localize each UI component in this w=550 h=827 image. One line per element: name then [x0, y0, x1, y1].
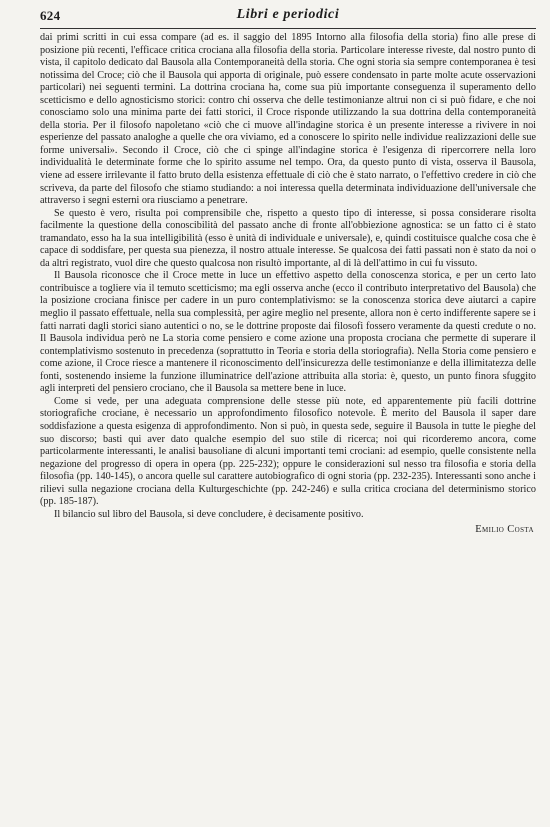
paragraph-2: Se questo è vero, risulta poi comprensibile che, rispetto a questo tipo di interesse, si possa considerare risolta facilmente la questione della conoscibilità del passato anche di fronte all'obbiezione agnostica: se un fatto ci è stato tramandato, esso ha la sua intelligibilità (esso è unità di individuale e universale), e, quindi costituisce qualche cosa che è capace di soddisfare, per questa sua pienezza, il nostro attuale interesse. Se qualcosa dei fatti passati non è stato da noi o da altri registrato, vuol dire che questo qualcosa non risultò importante, al di là dell'attimo in cui fu vissuto. — [40, 207, 536, 269]
article-body — [40, 32, 536, 521]
paragraph-1: dai primi scritti in cui essa compare (ad es. il saggio del 1895 Intorno alla filosofia della storia) fino alle prese di posizione più recenti, l'efficace critica crociana alla filosofia della storia. Particolare interesse riveste, dal nostro punto di vista, il capitolo dedicato dal Bausola alla Contemporaneità della storia. Che ogni storia sia sempre contemporanea è tesi notissima del Croce; ciò che il Bausola qui apporta di originale, può essere condensato in parte molte acute osservazioni particolari) nei seguenti termini. La dottrina crociana ha, come sua più importante conseguenza il superamento dello scetticismo e dello agnosticismo storici: contro chi osserva che delle testimonianze altrui non ci si può fidare, e che noi conosciamo solo una minima parte dei fatti storici, il Croce risponde utilizzando la sua dottrina della contemporaneità della storia. Per il filosofo napoletano «ciò che ci muove all'indagine storica è un presente interesse a rivivere in noi esperienze del passato analoghe a quelle che ora viviamo, ed a conoscere lo spirito nelle individue realizzazioni delle sue forme universali». Secondo il Croce, ciò che ci spinge all'indagine storica è l'esigenza di ripercorrere nella loro individualità le determinate forme che lo spirito assume nel tempo. Ora, da questo punto di vista, osserva il Bausola, viene ad essere irrilevante il fatto bruto della esistenza effettuale di ciò che è stato narrato, o l'effettivo credere in ciò che scriveva, da parte del filosofo che stiamo studiando: a noi interessa quella determinata individuazione dell'universale che attraverso i segni esterni ora riusciamo a penetrare. — [40, 32, 536, 207]
page-number: 624 — [40, 8, 61, 23]
page-header — [40, 4, 536, 28]
paragraph-3: Il Bausola riconosce che il Croce mette in luce un effettivo aspetto della conoscenza storica, e per un certo lato contribuisce a togliere via il temuto scetticismo; ma egli osserva anche (ecco il contributo interpretativo del Bausola) che la posizione crociana finisce per cadere in un puro contemplativismo: se la conoscenza storica deve aiutarci a capire meglio il passato effettuale, nella sua complessità, per agire meglio nel presente, allora non è certo indifferente sapere se i fatti narrati dagli storici siano autentici o no, se le dottrine proposte dai filosofi fossero veramente da questi credute o no. Il Bausola individua però ne La storia come pensiero e come azione una proposta crociana che permette di superare il contemplativismo sostenuto in precedenza (soprattutto in Teoria e storia della storiografia). Nella Storia come pensiero e come azione, il Croce riesce a mantenere il riconoscimento dell'insicurezza delle testimonianze e della illimitatezza delle fonti, sostenendo insieme la funzione illuminatrice dell'azione attribuita alla storia: è, questo, un punto finora sfuggito agli interpreti del pensiero crociano, che il Bausola sa mettere bene in luce. — [40, 270, 536, 395]
paragraph-4: Come si vede, per una adeguata comprensione delle stesse più note, ed apparentemente più facili dottrine storiografiche crociane, è necessario un approfondimento filosofico notevole. È merito del Bausola il saper dare soddisfazione a questa esigenza di approfondimento. Non si può, in questa sede, seguire il Bausola in tutte le pieghe del suo discorso; basti qui aver dato qualche esempio del suo stile di ricerca; noi qui ricorderemo ancora, come particolarmente interessanti, le analisi bausoliane di alcuni importanti temi crociani: ad esempio, quelle consistente nella negazione del progresso di opera in opera (pp. 225-232); oppure le considerazioni sul nesso tra filosofia e storia della filosofia (pp. 140-145), o ancora quelle sul carattere autobiografico di ogni storia (pp. 232-235). Interessanti sono anche i rilievi sulla negazione crociana della Kulturgeschichte (pp. 242-246) e sulla critica crociana del determinismo storico (pp. 185-187). — [40, 395, 536, 508]
running-head: Libri e periodici — [236, 7, 340, 22]
header-rule — [40, 28, 536, 29]
author-signature: Emilio Costa — [475, 524, 534, 536]
paragraph-5: Il bilancio sul libro del Bausola, si deve concludere, è decisamente positivo. — [54, 508, 364, 520]
